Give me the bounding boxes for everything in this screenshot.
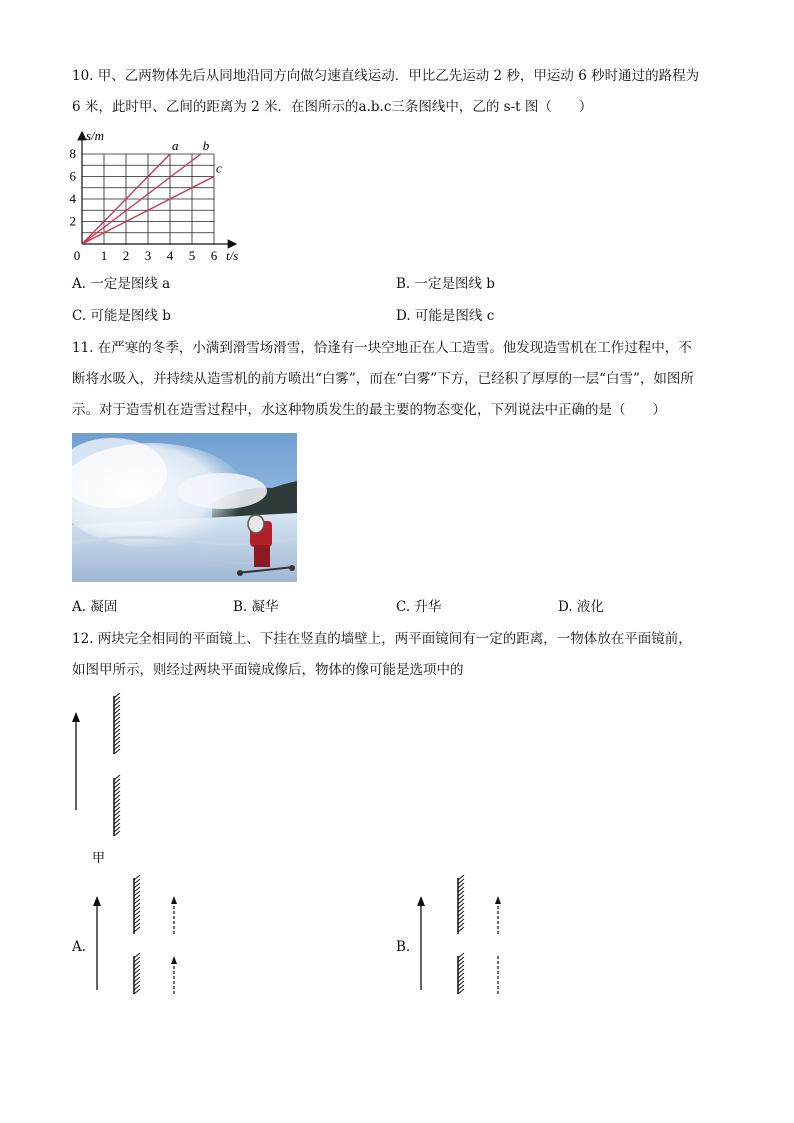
x-tick-label: 5 xyxy=(188,248,196,263)
y-tick-label: 4 xyxy=(69,191,76,206)
q12-text-line2: 如图甲所示，则经过两块平面镜成像后，物体的像可能是选项中的 xyxy=(72,662,464,678)
x-tick-label: 3 xyxy=(144,248,152,263)
q11-option-c[interactable]: C. 升华 xyxy=(396,599,442,615)
upper-mirror xyxy=(114,693,120,754)
option-a-upper-mirror xyxy=(134,875,140,934)
option-b-upper-mirror xyxy=(458,875,464,934)
q11-option-b[interactable]: B. 凝华 xyxy=(233,599,279,615)
q12-text-line1: 12. 两块完全相同的平面镜上、下挂在竖直的墙壁上，两平面镜间有一定的距离，一物体放在平面镜前， xyxy=(72,631,692,647)
q11-option-a[interactable]: A. 凝固 xyxy=(72,599,118,615)
q11-option-d[interactable]: D. 液化 xyxy=(558,599,604,615)
x-tick-label: 6 xyxy=(210,248,218,263)
q10-option-b[interactable]: B. 一定是图线 b xyxy=(396,276,495,292)
figure-jia-label: 甲 xyxy=(92,850,106,865)
figure-jia xyxy=(60,688,160,878)
x-tick-label: 1 xyxy=(100,248,108,263)
q10-text-line2: 6 米，此时甲、乙间的距离为 2 米．在图所示的a.b.c三条图线中，乙的 s-t 图（ ） xyxy=(72,99,593,115)
graph-tick-labels xyxy=(70,146,218,263)
x-tick-label: 2 xyxy=(122,248,130,263)
option-a-image-lower xyxy=(171,956,177,994)
q12-option-a-label[interactable]: A. xyxy=(72,939,87,955)
object-arrowhead xyxy=(72,712,80,722)
y-tick-label: 8 xyxy=(69,146,76,161)
q10-option-c[interactable]: C. 可能是图线 b xyxy=(72,308,171,324)
lower-mirror xyxy=(114,775,120,836)
line-label-b: b xyxy=(202,138,210,153)
q10-option-d[interactable]: D. 可能是图线 c xyxy=(396,308,495,324)
y-tick-label: 2 xyxy=(69,213,76,229)
q11-text-line3: 示。对于造雪机在造雪过程中，水这种物质发生的最主要的物态变化，下列说法中正确的是（ ） xyxy=(72,402,666,418)
option-b-image-upper xyxy=(495,896,501,934)
x-tick-label: 4 xyxy=(166,248,174,263)
q10-option-a[interactable]: A. 一定是图线 a xyxy=(72,276,171,292)
q11-text-line2: 断将水吸入，并持续从造雪机的前方喷出“白雾”，而在“白雾”下方，已经积了厚厚的一层“白雪”，如图所 xyxy=(72,371,694,387)
option-a-image-upper xyxy=(171,896,177,934)
q10-text-line1: 10. 甲、乙两物体先后从同地沿同方向做匀速直线运动．甲比乙先运动 2 秒，甲运动 6 秒时通过的路程为 xyxy=(72,68,700,84)
y-tick-label: 6 xyxy=(69,168,76,184)
q11-text-line1: 11. 在严寒的冬季，小满到滑雪场滑雪，恰逢有一块空地正在人工造雪。他发现造雪机在工作过程中，不 xyxy=(72,340,692,356)
line-label-a: a xyxy=(172,138,179,153)
st-graph xyxy=(60,126,250,266)
origin-label: 0 xyxy=(73,248,81,263)
option-b-lower-mirror xyxy=(458,953,464,994)
option-a-figure xyxy=(86,872,196,998)
y-axis-label: s/m xyxy=(86,128,105,143)
q12-option-b-label[interactable]: B. xyxy=(396,939,411,955)
line-label-c: c xyxy=(216,160,222,176)
snow-machine-photo xyxy=(72,433,297,582)
option-a-lower-mirror xyxy=(134,953,140,994)
option-b-figure xyxy=(410,872,520,998)
graph-grid xyxy=(82,154,214,244)
x-axis-label: t/s xyxy=(226,248,239,263)
